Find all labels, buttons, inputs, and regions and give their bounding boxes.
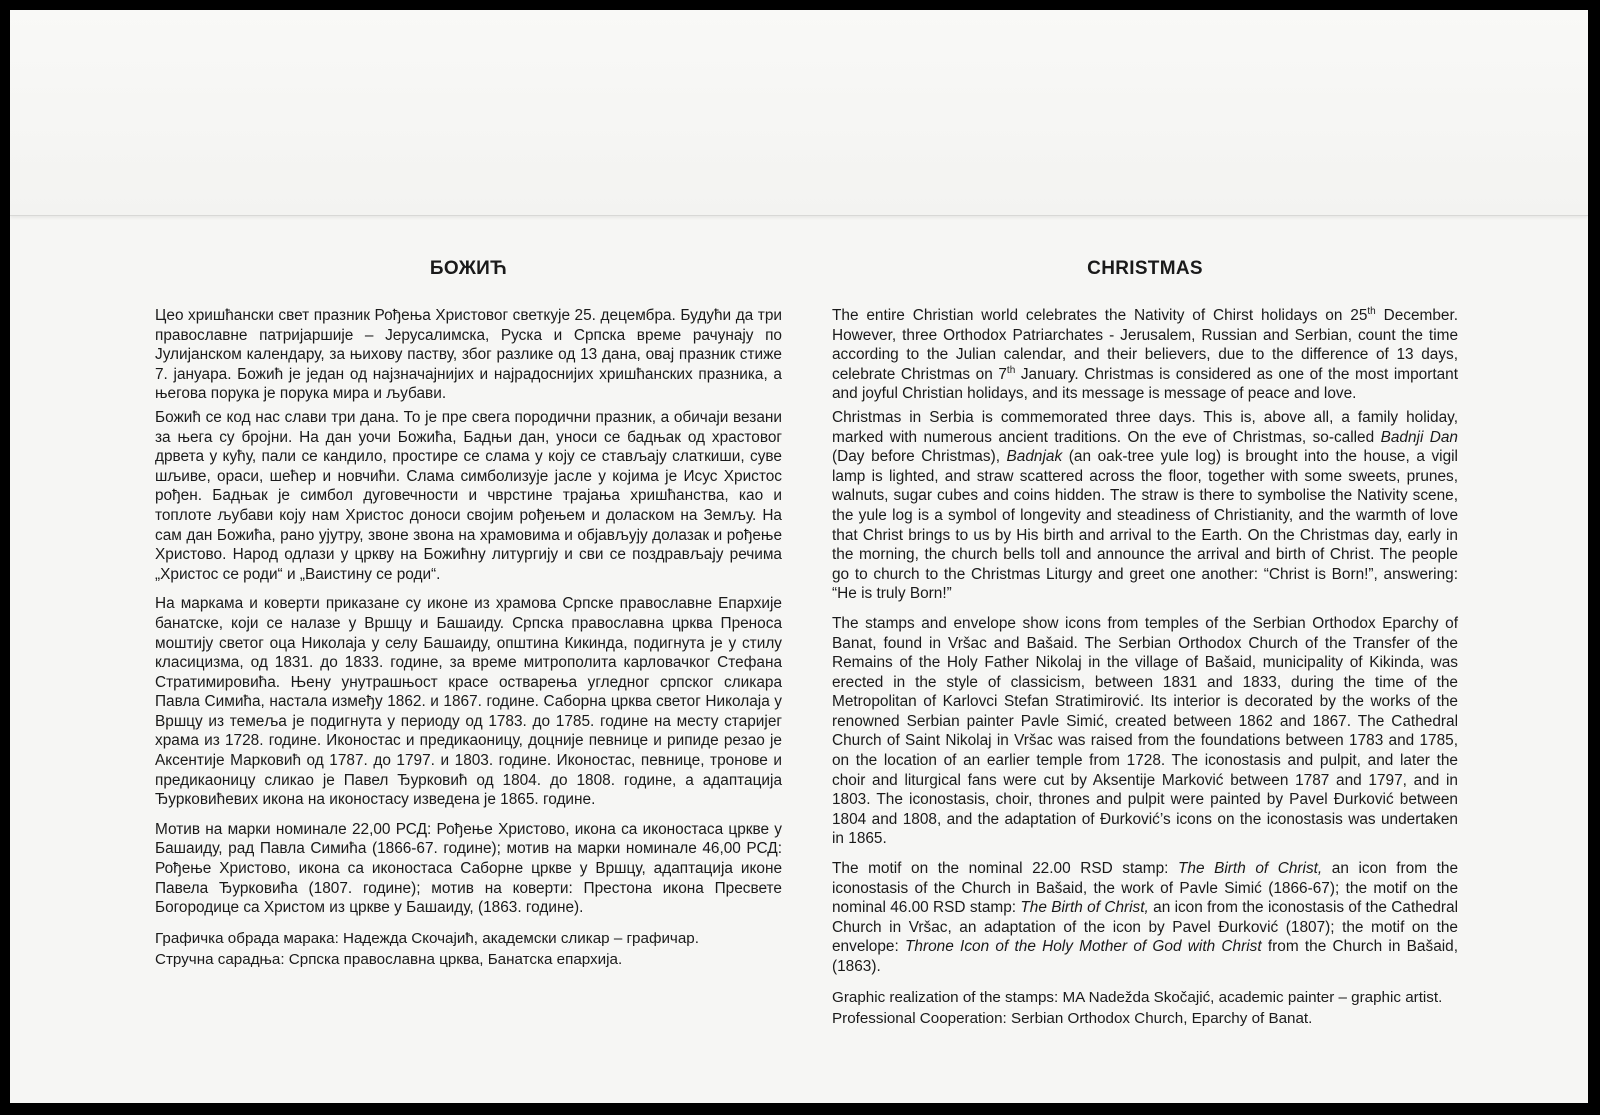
english-paragraph-4: The motif on the nominal 22.00 RSD stamp: The Birth of Christ, an icon from the iconostasis of the Church in Bašaid, the work of Pavle Simić (1866-67); the motif on the nominal 46.00 RSD stamp: The Birth of Christ, an icon from the iconostasis of the Cathedral Church in Vršac, an adaptation of the icon by Pavel Đurković (1807); the motif on the envelope: Throne Icon of the Holy Mother of God with Christ from the Church in Bašaid, (1863). (832, 860, 1459, 975)
english-text-column (832, 258, 1458, 1029)
serbian-text-column (155, 258, 782, 970)
serbian-title: БОЖИЋ (429, 258, 508, 279)
serbian-credit-cooperation: Стручна сарадња: Српска православна црква, Банатска епархија. (155, 950, 623, 968)
english-paragraph-1: The entire Christian world celebrates the Nativity of Chirst holidays on 25th December. However, three Orthodox Patriarchates - Jerusalem, Russian and Serbian, count the time according to the Julian calendar, and their believers, due to the difference of 13 days, celebrate Christmas on 7th January. Christmas is considered as one of the most important and joyful Christian holidays, and its message is message of peace and love. (832, 305, 1458, 403)
english-credit-graphics: Graphic realization of the stamps: MA Nadežda Skočajić, academic painter – graphic artist. (832, 988, 1443, 1006)
english-paragraph-3: The stamps and envelope show icons from temples of the Serbian Orthodox Eparchy of Banat, found in Vršac and Bašaid. The Serbian Orthodox Church of the Transfer of the Remains of the Holy Father Nikolaj in the village of Bašaid, municipality of Kikinda, was erected in the style of classicism, between 1831 and 1833, during the time of the Metropolitan of Karlovci Stefan Stratimirović. Its interior is decorated by the works of the renowned Serbian painter Pavle Simić, created between 1862 and 1867. The Cathedral Church of Saint Nikolaj in Vršac was raised from the foundations between 1783 and 1785, on the location of an earlier temple from 1728. The iconostasis and pulpit, and later the choir and liturgical fans were cut by Aksentije Marković between 1787 and 1797, and in 1803. The iconostasis, choir, thrones and pulpit were painted by Pavel Đurković between 1804 and 1808, and the adaptation of Đurković’s icons on the iconostasis was undertaken in 1865. (832, 614, 1458, 848)
serbian-paragraph-2: Божић се код нас слави три дана. То је пре свега породични празник, а обичаји везани за њега су бројни. На дан уочи Божића, Бадњи дан, уноси се бадњак од храстовог дрвета у кућу, пали се кандило, простире се слама у коју се стављају слаткиши, суве шљиве, ораси, шећер и новчићи. Слама симболизује јасле у којима је Исус Христос рођен. Бадњак је симбол дуговечности и чврстине трајања хришћанства, као и топлоте љубави коју нам Христос доноси својим рођењем и доласком на Земљу. На сам дан Божића, рано ујутру, звоне звона на храмовима и објављују долазак и рођење Христово. Народ одлази у цркву на Божићну литургију и сви се поздрављају речима „Христос се роди“ и „Ваистину се роди“. (155, 408, 782, 583)
envelope-flap (10, 10, 1588, 216)
serbian-paragraph-3: На маркама и коверти приказане су иконе из храмова Српске православне Епархије банатске, који се налазе у Вршцу и Башаиду. Српска православна црква Преноса моштију светог оца Николаја у селу Башаиду, општина Кикинда, подигнута је у стилу класицизма, од 1831. до 1833. године, за време митрополита карловачког Стефана Стратимировића. Њену унутрашњост красе остварења угледног српског сликара Павла Симића, настала између 1862. и 1867. године. Саборна црква светог Николаја у Вршцу из темеља је подигнута у периоду од 1783. до 1785. године на месту старијег храма из 1728. године. Иконостас и предикаоницу, доцније певнице и рипиде резао је Аксентије Марковић од 1787. до 1797. и 1803. године. Иконостас, певнице, тронове и предикаоницу сликао је Павел Ђурковић од 1804. до 1808. године, а адаптација Ђурковићевих икона на иконостасу изведена је 1865. године. (155, 595, 782, 809)
serbian-paragraph-4: Мотив на марки номинале 22,00 РСД: Рођење Христово, икона са иконостаса цркве у Башаиду, рад Павла Симића (1866-67. године); мотив на марки номинале 46,00 РСД: Рођење Христово, икона са иконостаса Саборне цркве у Вршцу, адаптација иконе Павела Ђурковића (1807. године); мотив на коверти: Престона икона Пресвете Богородице са Христом из цркве у Башаиду, (1863. године). (155, 820, 782, 917)
english-title: CHRISTMAS (1087, 258, 1203, 279)
english-credit-cooperation: Professional Cooperation: Serbian Orthodox Church, Eparchy of Banat. (832, 1009, 1313, 1027)
english-paragraph-2: Christmas in Serbia is commemorated three days. This is, above all, a family holiday, marked with numerous ancient traditions. On the eve of Christmas, so-called Badnji Dan (Day before Christmas), Badnjak (an oak-tree yule log) is brought into the house, a vigil lamp is lighted, and straw scattered across the floor, together with some sweets, prunes, walnuts, sugar cubes and coins hidden. The straw is there to symbolise the Nativity scene, the yule log is a symbol of longevity and steadiness of Christianity, and the warmth of love that Christ brings to us by His birth and arrival to the Earth. On the Christmas day, early in the morning, the church bells toll and announce the arrival and birth of Christ. The people go to church to the Christmas Liturgy and greet one another: “Christ is Born!”, answering: “He is truly Born!” (832, 408, 1458, 603)
serbian-paragraph-1: Цео хришћански свет празник Рођења Христовог светкује 25. децембра. Будући да три православне патријаршије – Јерусалимска, Руска и Српска време рачунају по Јулијанском календару, за њихову паству, због разлике од 13 дана, овај празник стиже 7. јануара. Божић је један од најзначајнијих и најрадоснијих хришћанских празника, а његова порука је порука мира и љубави. (155, 307, 782, 403)
serbian-credit-graphics: Графичка обрада марака: Надежда Скочајић, академски сликар – графичар. (155, 929, 699, 947)
